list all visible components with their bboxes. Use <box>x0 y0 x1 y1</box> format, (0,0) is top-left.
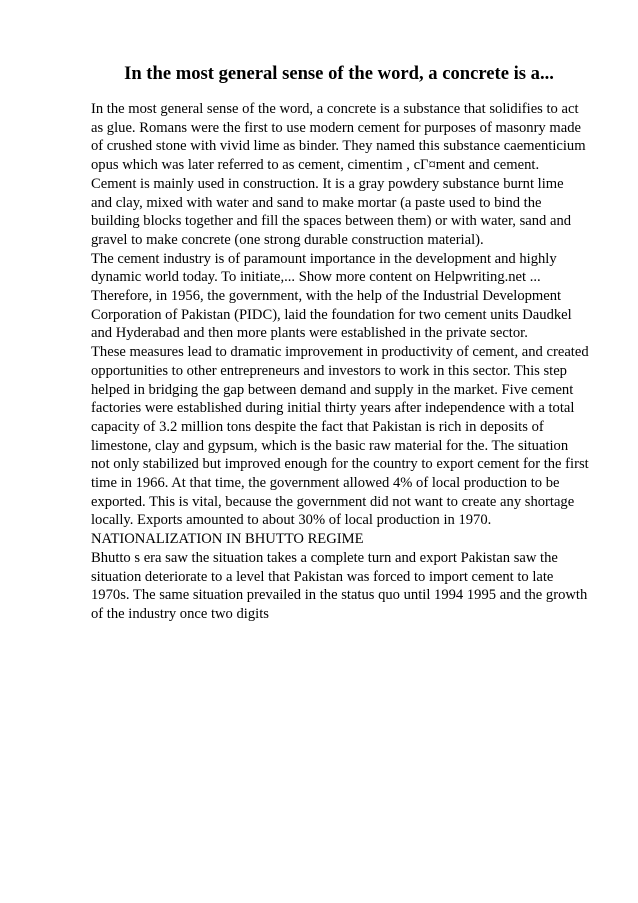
text-line: Corporation of Pakistan (PIDC), laid the foundation for two cement units Daudkel <box>91 306 572 323</box>
text-line: not only stabilized but improved enough for the country to export cement for the first <box>91 456 589 473</box>
text-line: of the industry once two digits <box>91 605 269 622</box>
text-line: building blocks together and fill the spaces between them) or with water, sand and <box>91 213 572 230</box>
text-line: exported. This is vital, because the government did not want to create any shortage <box>91 493 575 510</box>
text-line: as glue. Romans were the first to use modern cement for purposes of masonry made <box>91 119 581 136</box>
text-line: These measures lead to dramatic improvement in productivity of cement, and created <box>91 344 589 361</box>
text-line: Cement is mainly used in construction. It is a gray powdery substance burnt lime <box>91 175 564 192</box>
text-line: locally. Exports amounted to about 30% of local production in 1970. <box>91 512 492 529</box>
section-heading: NATIONALIZATION IN BHUTTO REGIME <box>91 531 364 548</box>
text-line: Therefore, in 1956, the government, with the help of the Industrial Development <box>91 288 562 305</box>
text-line: situation deteriorate to a level that Pakistan was forced to import cement to late <box>91 568 554 585</box>
text-line: opus which was later referred to as cement, cimentim , cГ¤ment and cement. <box>91 157 540 174</box>
text-line: limestone, clay and gypsum, which is the basic raw material for the. The situation <box>91 437 569 454</box>
text-line: helped in bridging the gap between demand and supply in the market. Five cement <box>91 381 574 398</box>
text-line: Bhutto s era saw the situation takes a complete turn and export Pakistan saw the <box>91 549 558 566</box>
text-line: and Hyderabad and then more plants were established in the private sector. <box>91 325 528 342</box>
document-title: In the most general sense of the word, a concrete is a... <box>124 63 554 84</box>
text-line: and clay, mixed with water and sand to make mortar (a paste used to bind the <box>91 194 542 211</box>
text-line: gravel to make concrete (one strong durable construction material). <box>91 231 484 248</box>
text-line: time in 1966. At that time, the government allowed 4% of local production to be <box>91 475 560 492</box>
document-body <box>91 100 591 624</box>
text-line: dynamic world today. To initiate,... Show more content on Helpwriting.net ... <box>91 269 541 286</box>
text-line: The cement industry is of paramount importance in the development and highly <box>91 250 557 267</box>
document-page <box>91 62 591 624</box>
text-line: In the most general sense of the word, a concrete is a substance that solidifies to act <box>91 101 579 117</box>
text-line: factories were established during initial thirty years after independence with a total <box>91 400 575 417</box>
text-line: capacity of 3.2 million tons despite the fact that Pakistan is rich in deposits of <box>91 418 544 435</box>
text-line: of crushed stone with vivid lime as binder. They named this substance caementicium <box>91 138 586 155</box>
text-line: 1970s. The same situation prevailed in the status quo until 1994 1995 and the growth <box>91 587 588 604</box>
text-line: opportunities to other entrepreneurs and investors to work in this sector. This step <box>91 362 567 379</box>
